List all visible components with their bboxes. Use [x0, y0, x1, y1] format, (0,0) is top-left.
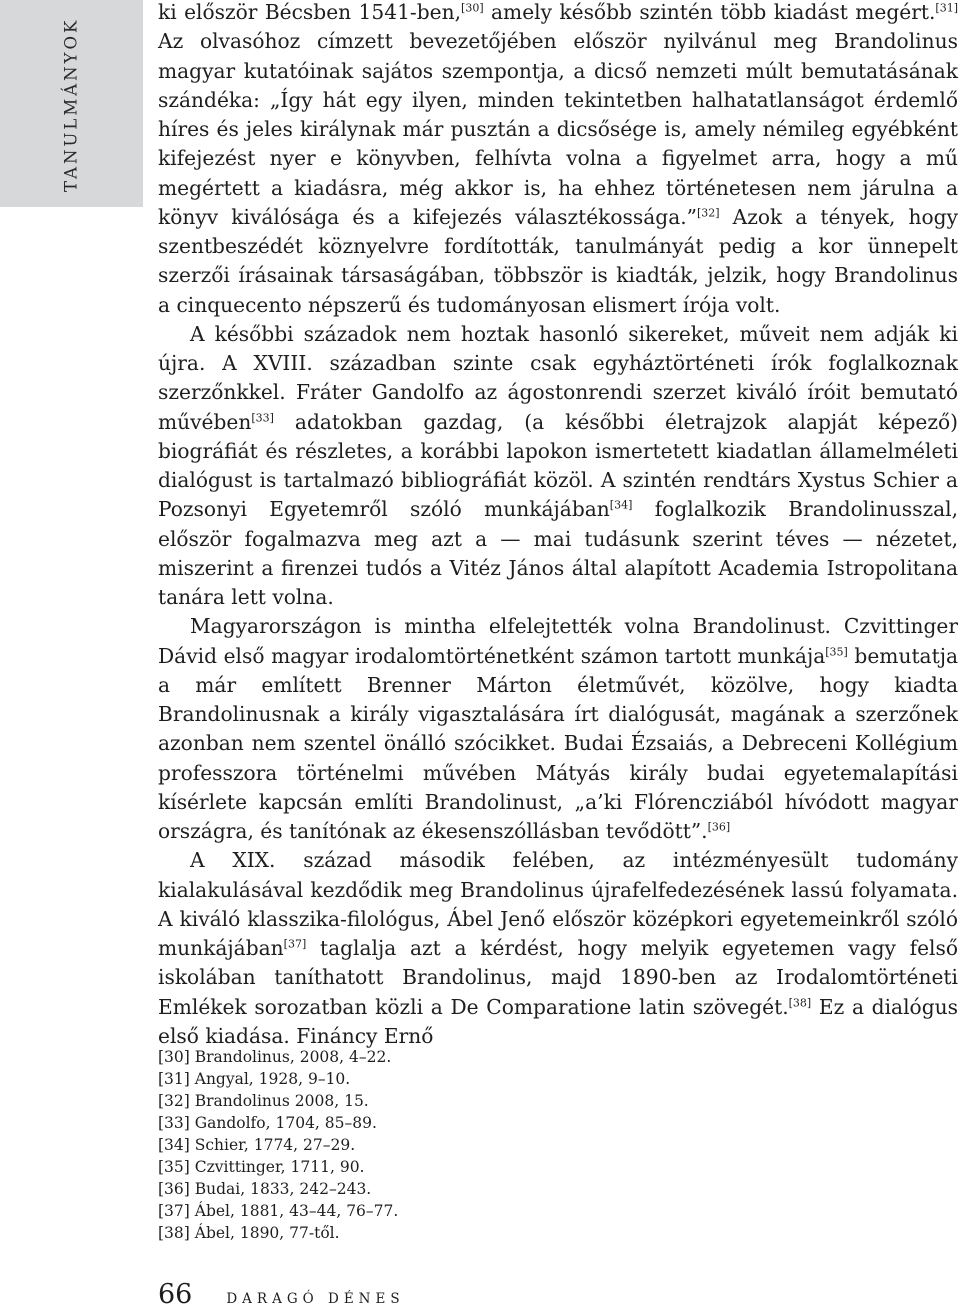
- footnote: [38] Ábel, 1890, 77-től.: [158, 1224, 340, 1242]
- footnote-ref: [30]: [461, 1, 484, 15]
- section-tab: [0, 0, 143, 207]
- paragraph: ki először Bécsben 1541-ben,[30] amely később szintén több kiadást megért.[31] Az olvasóhoz címzett bevezetőjében először nyilvánul meg Brandolinus magyar kutatóinak sajátos szempontja, a dicső nemzeti múlt bemutatásának szándéka: „Így hát egy ilyen, minden tekintetben halhatatlanságot érdemlő híres és jeles királynak már pusztán a dicsősége is, amely némileg egyébként kifejezést nyer e könyvben, felhívta volna a figyelmet arra, hogy a mű megértett a kiadásra, még akkor is, ha ehhez történetesen nem járulna a könyv kiválósága és a kifejezés választékossága.”[32] Azok a tények, hogy szentbeszédét köznyelvre fordították, tanulmányát pedig a kor ünnepelt szerzői írásainak társaságában, többször is kiadták, jelzik, hogy Brandolinus a cinquecento népszerű és tudományosan elismert írója volt.: [158, 0, 959, 317]
- page-footer: [158, 1279, 405, 1311]
- footnote: [35] Czvittinger, 1711, 90.: [158, 1158, 365, 1176]
- paragraph: Magyarországon is mintha elfelejtették volna Brandolinust. Czvittinger Dávid első magyar irodalomtörténetként számon tartott munkája[35] bemutatja a már említett Brenner Márton életművét, közölve, hogy kiadta Brandolinusnak a király vigasztalására írt dialógusát, magának a szerzőnek azonban nem szentel önálló szócikket. Budai Ézsaiás, a Debreceni Kollégium professzora történelmi művében Mátyás király budai egyetemalapítási kísérlete kapcsán említi Brandolinust, „a’ki Flórencziából hívódott magyar országra, és tanítónak az ékesenszóllásban tevődött”.[36]: [158, 614, 958, 843]
- footnote-ref: [37]: [283, 937, 307, 951]
- footnote: [33] Gandolfo, 1704, 85–89.: [158, 1114, 377, 1132]
- section-label: TANULMÁNYOK: [61, 17, 81, 193]
- footnote: [37] Ábel, 1881, 43–44, 76–77.: [158, 1202, 399, 1220]
- footnote-ref: [38]: [788, 995, 812, 1009]
- footnote-ref: [35]: [825, 644, 848, 658]
- footnotes: [158, 1046, 658, 1244]
- article-body: [158, 0, 958, 1051]
- footnote: [31] Angyal, 1928, 9–10.: [158, 1070, 351, 1088]
- footnote-ref: [32]: [697, 206, 720, 220]
- footnote-ref: [31]: [935, 1, 959, 15]
- footnote-ref: [33]: [251, 410, 274, 424]
- footnote: [30] Brandolinus, 2008, 4–22.: [158, 1048, 392, 1066]
- footnote-ref: [34]: [609, 498, 633, 512]
- page-number: 66: [158, 1279, 193, 1310]
- author-name: DARAGÓ DÉNES: [226, 1291, 405, 1307]
- footnote-ref: [36]: [707, 820, 731, 834]
- footnote: [36] Budai, 1833, 242–243.: [158, 1180, 372, 1198]
- footnote: [32] Brandolinus 2008, 15.: [158, 1092, 369, 1110]
- paragraph: A későbbi századok nem hoztak hasonló sikereket, műveit nem adják ki újra. A XVIII. században szinte csak egyháztörténeti írók foglalkoznak szerzőnkkel. Fráter Gandolfo az ágostonrendi szerzet kiváló íróit bemutató művében[33] adatokban gazdag, (a későbbi életrajzok alapját képező) biográfiát és részletes, a korábbi lapokon ismertetett kiadatlan államelméleti dialógust is tartalmazó bibliográfiát közöl. A szintén rendtárs Xystus Schier a Pozsonyi Egyetemről szóló munkájában[34] foglalkozik Brandolinusszal, először fogalmazva meg azt a — mai tudásunk szerint téves — nézetet, miszerint a firenzei tudós a Vitéz János által alapított Academia Istropolitana tanára lett volna.: [158, 321, 958, 609]
- footnote: [34] Schier, 1774, 27–29.: [158, 1136, 356, 1154]
- paragraph: A XIX. század második felében, az intézményesült tudomány kialakulásával kezdődik meg Brandolinus újrafelfedezésének lassú folyamata. A kiváló klasszika-filológus, Ábel Jenő először középkori egyetemeinkről szóló munkájában[37] taglalja azt a kérdést, hogy melyik egyetemen vagy felső iskolában taníthatott Brandolinus, majd 1890-ben az Irodalomtörténeti Emlékek sorozatban közli a De Comparatione latin szövegét.[38] Ez a dialógus első kiadása. Fináncy Ernő: [158, 848, 958, 1048]
